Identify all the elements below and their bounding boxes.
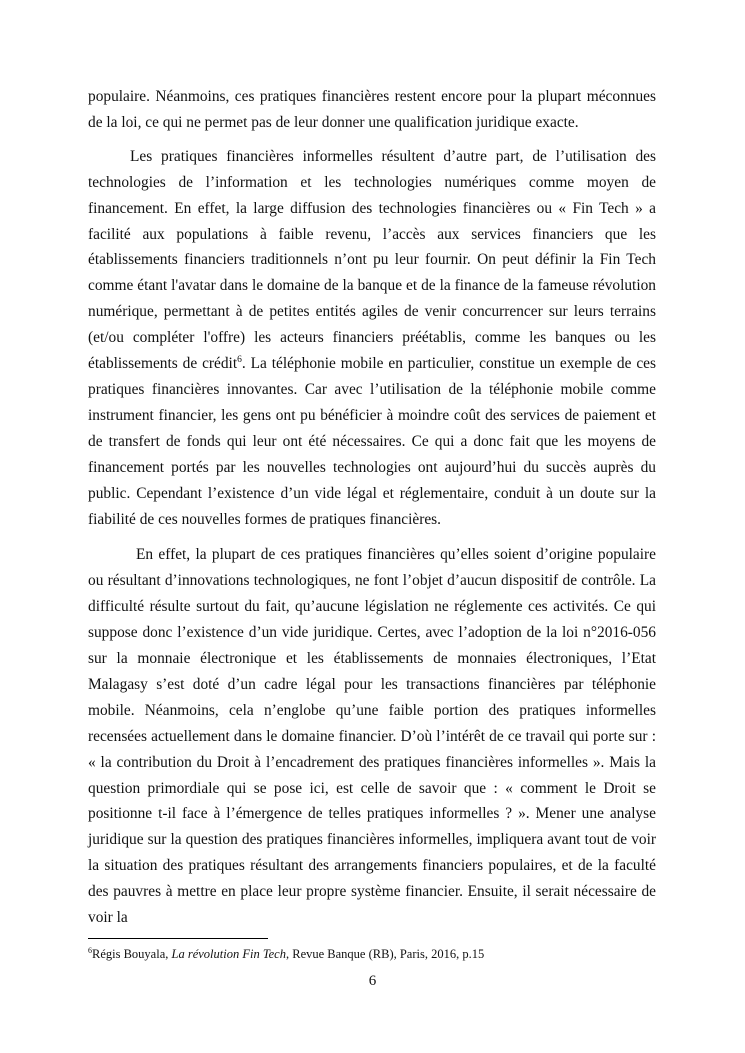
footnote-reference[interactable]: 6	[237, 354, 242, 365]
footnote-title: La révolution Fin Tech	[171, 947, 286, 961]
page-number: 6	[368, 973, 377, 989]
footnote-rest: , Revue Banque (RB), Paris, 2016, p.15	[285, 947, 485, 961]
body-text	[88, 84, 656, 931]
paragraph-2	[88, 144, 656, 533]
footnote-separator	[88, 938, 268, 939]
paragraph-3: En effet, la plupart de ces pratiques financières qu’elles soient d’origine populaire ou résultant d’innovations technologiques, ne font l’objet d’aucun dispositif de contrôle. La difficulté résulte surtout du fait, qu’aucune législation ne réglemente ces activités. Ce qui suppose donc l’existence d’un vide juridique. Certes, avec l’adoption de la loi n°2016-056 sur la monnaie électronique et les établissements de monnaies électroniques, l’Etat Malagasy s’est doté d’un cadre légal pour les transactions financières par téléphonie mobile. Néanmoins, cela n’englobe qu’une faible portion des pratiques informelles recensées actuellement dans le domaine financier. D’où l’intérêt de ce travail qui porte sur : « la contribution du Droit à l’encadrement des pratiques financières informelles ». Mais la question primordiale qui se pose ici, est celle de savoir que : « comment le Droit se positionne t-il face à l’émergence de telles pratiques informelles ? ». Mener une analyse juridique sur la question des pratiques financières informelles, impliquera avant tout de voir la situation des pratiques résultant des arrangements financiers populaires, et de la faculté des pauvres à mettre en place leur propre système financier. Ensuite, il serait nécessaire de voir la	[88, 546, 656, 927]
paragraph-1: populaire. Néanmoins, ces pratiques financières restent encore pour la plupart méconnues de la loi, ce qui ne permet pas de leur donner une qualification juridique exacte.	[88, 88, 656, 131]
paragraph-2-part-a: Les pratiques financières informelles résultent d’autre part, de l’utilisation des technologies de l’information et les technologies numériques comme moyen de financement. En effet, la large diffusion des technologies financières ou « Fin Tech » a facilité aux populations à faible revenu, l’accès aux services financiers que les établissements financiers traditionnels n’ont pu leur fournir. On peut définir la Fin Tech comme étant l'avatar dans le domaine de la banque et de la finance de la fameuse révolution numérique, permettant à de petites entités agiles de venir concurrencer sur leurs terrains (et/ou compléter l'offre) les acteurs financiers préétablis, comme les banques ou les établissements de crédit	[88, 147, 656, 373]
footnote-author: Régis Bouyala,	[92, 947, 172, 961]
footnote	[88, 946, 484, 962]
paragraph-2-part-b: . La téléphonie mobile en particulier, constitue un exemple de ces pratiques financières innovantes. Car avec l’utilisation de la téléphonie mobile comme instrument financier, les gens ont pu bénéficier à moindre coût des services de paiement et de transfert de fonds qui leur ont été nécessaires. Ce qui a donc fait que les moyens de financement portés par les nouvelles technologies ont aujourd’hui du succès auprès du public. Cependant l’existence d’un vide légal et réglementaire, conduit à un doute sur la fiabilité de ces nouvelles formes de pratiques financières.	[88, 355, 656, 528]
footnote-number: 6	[88, 945, 92, 955]
